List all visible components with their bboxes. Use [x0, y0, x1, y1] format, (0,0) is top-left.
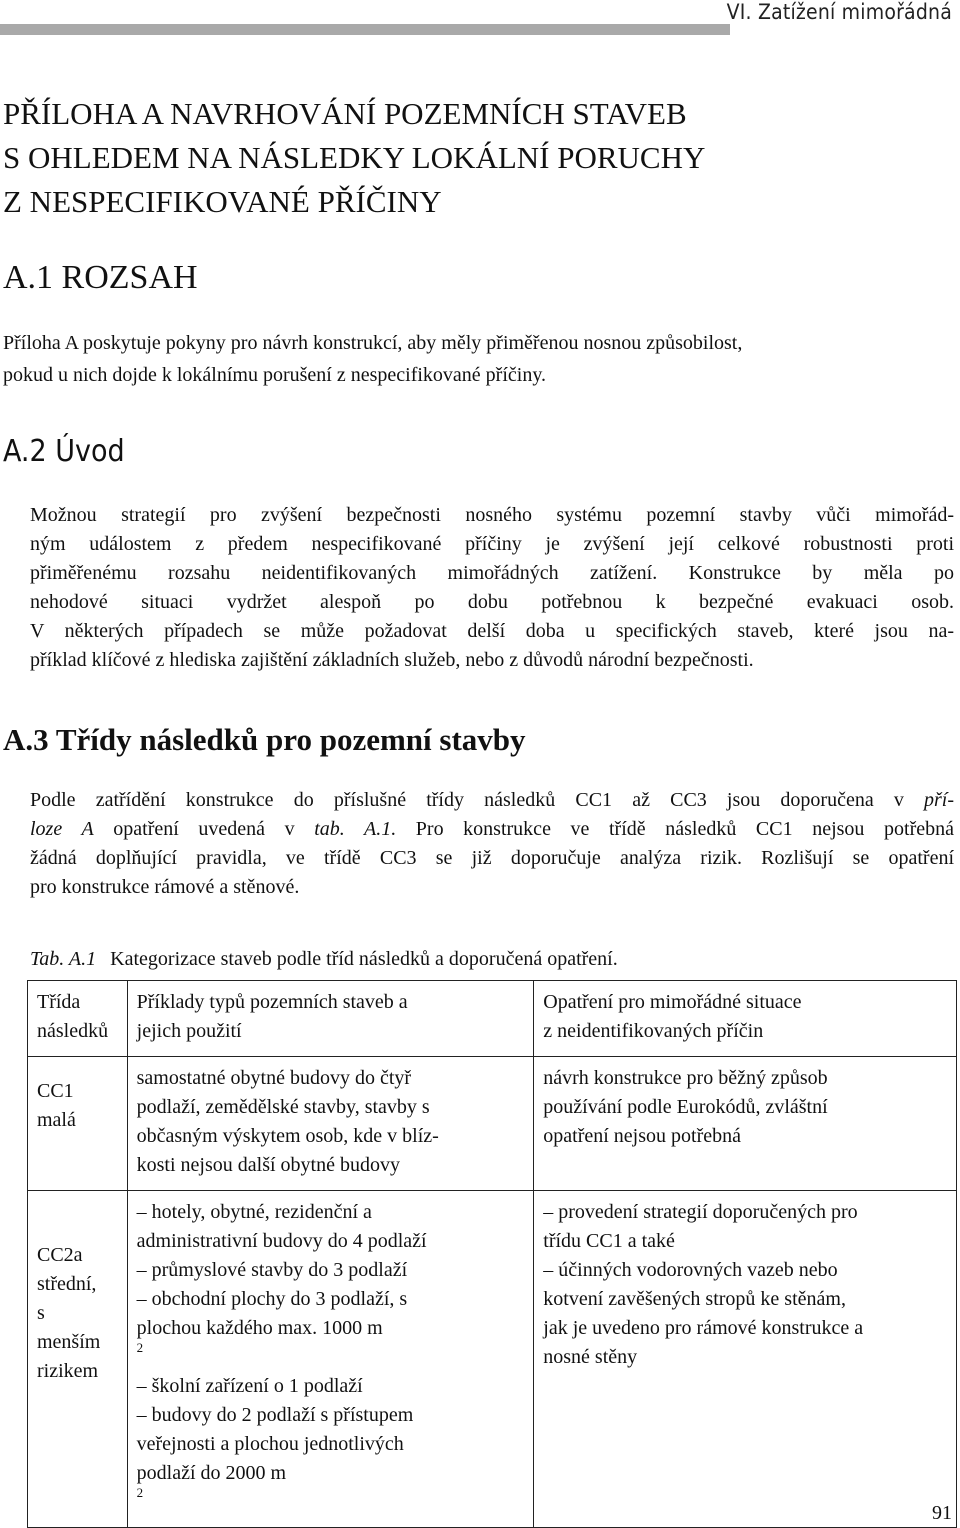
appendix-title-line: PŘÍLOHA A NAVRHOVÁNÍ POZEMNÍCH STAVEB: [3, 96, 687, 131]
heading-a2: A.2 Úvod: [3, 434, 125, 469]
cell-line: z neidentifikovaných příčin: [543, 1020, 764, 1042]
table-header-row: [28, 981, 957, 1057]
cell-text: podlaží do 2000 m: [136, 1462, 287, 1484]
table-row-cc1: [28, 1057, 957, 1191]
superscript: 2: [136, 1340, 144, 1355]
appendix-title-line: Z NESPECIFIKOVANÉ PŘÍČINY: [3, 184, 442, 219]
text-line: Příloha A poskytuje pokyny pro návrh konstrukcí, aby měly přiměřenou nosnou způsobilost,: [3, 332, 743, 354]
text-line: [30, 786, 954, 815]
cell-line: třídu CC1 a také: [543, 1230, 675, 1252]
cell-line: – účinných vodorovných vazeb nebo: [543, 1259, 838, 1281]
heading-a1: A.1 ROZSAH: [3, 259, 198, 296]
cell-measures: [534, 1191, 957, 1528]
cell-line: – provedení strategií doporučených pro: [543, 1201, 858, 1223]
table-caption-label: Tab. A.1: [30, 948, 97, 970]
paragraph-a1: [3, 327, 953, 391]
cell-line: CC1: [37, 1080, 74, 1102]
text-line: ným událostem z předem nespecifikované příčiny je zvýšení její celkové robustnosti proti: [30, 533, 954, 555]
header-cell-examples: [127, 981, 534, 1057]
cell-measures: [534, 1057, 957, 1191]
text-line: pokud u nich dojde k lokálnímu porušení z nespecifikované příčiny.: [3, 364, 547, 386]
cell-line: samostatné obytné budovy do čtyř: [136, 1067, 412, 1089]
cell-line: kosti nejsou další obytné budovy: [136, 1154, 400, 1176]
text-run: opatření uvedená v: [93, 818, 315, 840]
cell-line: – školní zařízení o 1 podlaží: [136, 1375, 363, 1397]
cell-examples: [127, 1057, 534, 1191]
cell-text: plochou každého max. 1000 m: [136, 1317, 383, 1339]
cell-line: s: [37, 1302, 45, 1324]
header-rule: [0, 24, 730, 35]
page-number: 91: [932, 1502, 952, 1524]
superscript: 2: [136, 1485, 144, 1500]
cell-line: malá: [37, 1109, 76, 1131]
cell-line: – budovy do 2 podlaží s přístupem: [136, 1404, 414, 1426]
text-line: Možnou strategií pro zvýšení bezpečnosti nosného systému pozemní stavby vůči mimořád-: [30, 504, 954, 526]
text-line: V některých případech se může požadovat delší doba u specifických staveb, které jsou na-: [30, 620, 954, 642]
cell-line: veřejnosti a plochou jednotlivých: [136, 1433, 404, 1455]
cell-line: kotvení zavěšených stropů ke stěnám,: [543, 1288, 846, 1310]
cell-line: střední,: [37, 1273, 97, 1295]
cell-line: – obchodní plochy do 3 podlaží, s: [136, 1288, 408, 1310]
cell-line: Třída: [37, 991, 81, 1013]
cell-line: občasným výskytem osob, kde v blíz-: [136, 1125, 439, 1147]
text-run: Podle zatřídění konstrukce do příslušné třídy následků CC1 až CC3 jsou doporučena v: [30, 789, 924, 811]
text-line: nehodové situaci vydržet alespoň po dobu potřebnou k bezpečné evakuaci osob.: [30, 591, 954, 613]
cell-line: CC2a: [37, 1244, 83, 1266]
text-line: [30, 815, 954, 844]
cell-line: návrh konstrukce pro běžný způsob: [543, 1067, 828, 1089]
text-line: pro konstrukce rámové a stěnové.: [30, 876, 300, 898]
header-cell-measures: [534, 981, 957, 1057]
table-reference: tab. A.1.: [314, 818, 397, 840]
cell-line: následků: [37, 1020, 109, 1042]
text-line: příklad klíčové z hlediska zajištění základních služeb, nebo z důvodů národní bezpečnosti.: [30, 649, 754, 671]
text-line: žádná doplňující pravidla, ve třídě CC3 se již doporučuje analýza rizik. Rozlišují se opatření: [30, 847, 954, 869]
cell-line: Příklady typů pozemních staveb a: [136, 991, 408, 1013]
appendix-title-line: S OHLEDEM NA NÁSLEDKY LOKÁLNÍ PORUCHY: [3, 140, 706, 175]
cell-line: [137, 1314, 526, 1372]
paragraph-a2: [30, 501, 954, 675]
text-run: Pro konstrukce ve třídě následků CC1 nejsou potřebná: [396, 818, 954, 840]
cell-line: – průmyslové stavby do 3 podlaží: [136, 1259, 408, 1281]
italic-text: pří-: [924, 789, 954, 811]
cell-line: nosné stěny: [543, 1346, 638, 1368]
cell-line: Opatření pro mimořádné situace: [543, 991, 802, 1013]
cell-line: menším: [37, 1331, 101, 1353]
consequence-classes-table: [27, 980, 957, 1528]
cell-line: jak je uvedeno pro rámové konstrukce a: [543, 1317, 864, 1339]
appendix-title: [3, 92, 705, 224]
cell-line: opatření nejsou potřebná: [543, 1125, 741, 1147]
italic-text: loze A: [30, 818, 94, 840]
text-line: přiměřenému rozsahu neidentifikovaných mimořádných zatížení. Konstrukce by měla po: [30, 562, 954, 584]
table-caption-text: Kategorizace staveb podle tříd následků a doporučená opatření.: [110, 948, 618, 970]
cell-line: administrativní budovy do 4 podlaží: [136, 1230, 427, 1252]
cell-line: – hotely, obytné, rezidenční a: [136, 1201, 372, 1223]
cell-line: [137, 1459, 526, 1517]
cell-line: podlaží, zemědělské stavby, stavby s: [136, 1096, 430, 1118]
table-caption: [30, 945, 618, 973]
cell-class: [28, 1191, 128, 1528]
heading-a3: A.3 Třídy následků pro pozemní stavby: [3, 722, 526, 757]
cell-line: rizikem: [37, 1360, 99, 1382]
cell-examples: [127, 1191, 534, 1528]
cell-line: používání podle Eurokódů, zvláštní: [543, 1096, 828, 1118]
table-row-cc2a: [28, 1191, 957, 1528]
header-cell-class: [28, 981, 128, 1057]
cell-line: jejich použití: [136, 1020, 242, 1042]
running-header: VI. Zatížení mimořádná: [726, 0, 952, 24]
cell-class: [28, 1057, 128, 1191]
paragraph-a3: [30, 786, 954, 902]
